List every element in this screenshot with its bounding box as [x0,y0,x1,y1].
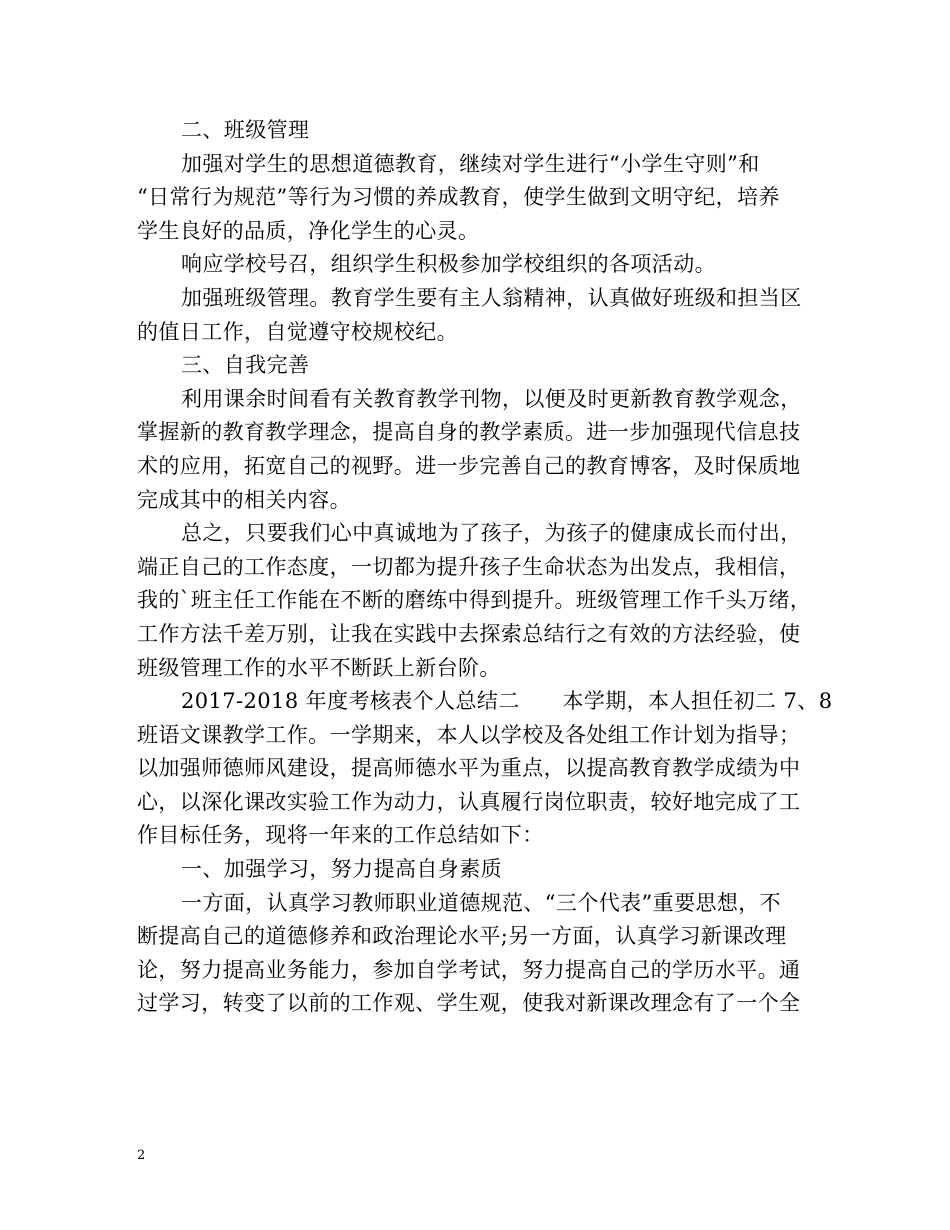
text-line: 以加强师德师风建设，提高师德水平为重点，以提高教育教学成绩为中 [137,756,801,781]
text-line: 利用课余时间看有关教育教学刊物，以便及时更新教育教学观念， [181,386,802,411]
text-line: 断提高自己的道德修养和政治理论水平;另一方面，认真学习新课改理 [137,924,787,949]
text-line: 完成其中的相关内容。 [137,487,351,512]
text-line: “日常行为规范”等行为习惯的养成教育，使学生做到文明守纪，培养 [137,185,780,210]
text-line: 一方面，认真学习教师职业道德规范、“三个代表”重要思想，不 [181,890,782,915]
text-line: 加强对学生的思想道德教育，继续对学生进行“小学生守则”和 [181,151,760,176]
document-body [137,114,833,1021]
section-heading-self-improvement: 三、自我完善 [181,353,310,378]
summary-title-line: 2017-2018 年度考核表个人总结二 本学期，本人担任初二 7、8 [181,689,833,714]
text-line: 作目标任务，现将一年来的工作总结如下： [137,823,544,848]
text-line: 响应学校号召，组织学生积极参加学校组织的各项活动。 [181,252,716,277]
text-line: 班语文课教学工作。一学期来，本人以学校及各处组工作计划为指导； [137,722,801,747]
text-line: 心，以深化课改实验工作为动力，认真履行岗位职责，较好地完成了工 [137,789,801,814]
text-line: 学生良好的品质，净化学生的心灵。 [137,218,480,243]
text-line: 端正自己的工作态度，一切都为提升孩子生命状态为出发点，我相信， [137,554,801,579]
section-heading-study: 一、加强学习，努力提高自身素质 [181,857,502,882]
text-line: 班级管理工作的水平不断跃上新台阶。 [137,655,501,680]
text-line: 工作方法千差万别，让我在实践中去探索总结行之有效的方法经验，使 [137,621,801,646]
page-number: 2 [137,1148,146,1163]
section-heading-class-management: 二、班级管理 [181,118,310,142]
text-line: 的值日工作，自觉遵守校规校纪。 [137,319,458,344]
text-line: 掌握新的教育教学理念，提高自身的教学素质。进一步加强现代信息技 [137,420,801,445]
text-line: 总之，只要我们心中真诚地为了孩子，为孩子的健康成长而付出， [181,521,802,546]
text-line: 论，努力提高业务能力，参加自学考试，努力提高自己的学历水平。通 [137,957,801,982]
text-line: 加强班级管理。教育学生要有主人翁精神，认真做好班级和担当区 [181,285,802,310]
text-line: 术的应用，拓宽自己的视野。进一步完善自己的教育博客，及时保质地 [137,453,801,478]
text-line: 过学习，转变了以前的工作观、学生观，使我对新课改理念有了一个全 [137,991,801,1016]
text-line: 我的`班主任工作能在不断的磨练中得到提升。班级管理工作千头万绪， [137,588,812,613]
